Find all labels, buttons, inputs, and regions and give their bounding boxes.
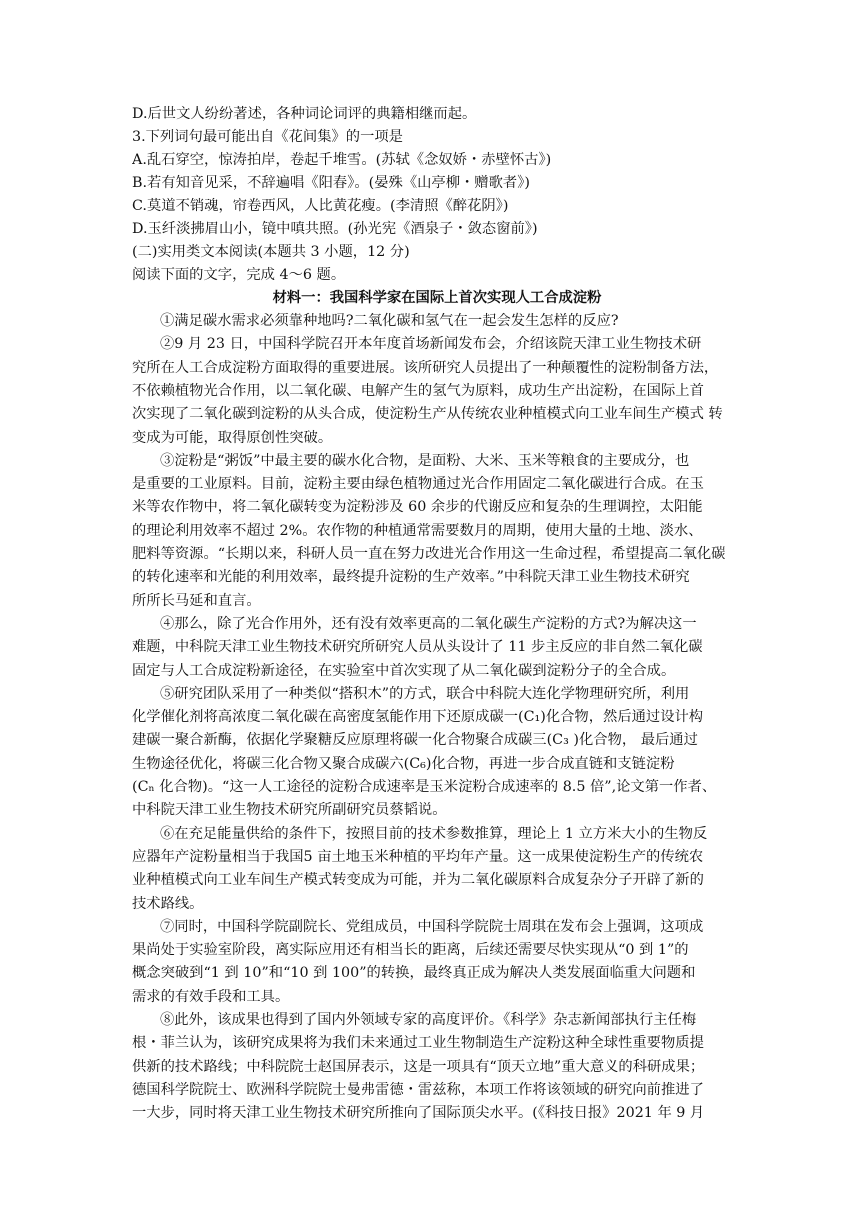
passage-line: 难题，中科院天津工业生物技术研究所研究人员从头设计了 11 步主反应的非自然二氧化碳 (132, 639, 703, 655)
question-line: 阅读下面的文字，完成 4～6 题。 (132, 267, 346, 283)
passage-line: 变成为可能，取得原创性突破。 (132, 430, 333, 446)
passage-line: 的转化速率和光能的利用效率，最终提升淀粉的生产效率。”中科院天津工业生物技术研究 (132, 569, 690, 585)
passage-line: 德国科学院院士、欧洲科学院院士曼弗雷德・雷兹称，本项工作将该领域的研究向前推进了 (132, 1082, 704, 1098)
question-line: D.后世文人纷纷著述，各种词论词评的典籍相继而起。 (132, 106, 477, 122)
passage-line: ⑤研究团队采用了一种类似“搭积木”的方式，联合中科院大连化学物理研究所，利用 (160, 686, 690, 702)
passage-line: 的理论利用效率不超过 2%。农作物的种植通常需要数月的周期，使用大量的土地、淡水、 (132, 523, 703, 539)
passage-line: 化学催化剂将高浓度二氧化碳在高密度氢能作用下还原成碳一(C₁)化合物，然后通过设计构 (132, 709, 704, 725)
passage-line: 是重要的工业原料。目前，淀粉主要由绿色植物通过光合作用固定二氧化碳进行合成。在玉 (132, 476, 704, 492)
passage-line: ①满足碳水需求必须靠种地吗?二氧化碳和氢气在一起会发生怎样的反应? (160, 313, 619, 329)
passage-line: 根・菲兰认为，该研究成果将为我们未来通过工业生物制造生产淀粉这种全球性重要物质提 (132, 1035, 704, 1051)
passage-line: 一大步，同时将天津工业生物技术研究所推向了国际顶尖水平。(《科技日报》2021 年 9 月 (132, 1105, 705, 1121)
passage-line: 肥料等资源。“长期以来，科研人员一直在努力改进光合作用这一生命过程，希望提高二氧化碳 (132, 546, 726, 562)
passage-line: 次实现了二氧化碳到淀粉的从头合成，使淀粉生产从传统农业种植模式向工业车间生产模式 转 (132, 406, 723, 422)
passage-line: 中科院天津工业生物技术研究所副研究员蔡韬说。 (132, 802, 447, 818)
passage-line: 技术路线。 (132, 896, 204, 912)
passage-line: 生物途径优化，将碳三化合物又聚合成碳六(C₆)化合物，再进一步合成直链和支链淀粉 (132, 756, 675, 772)
passage-line: ③淀粉是“粥饭”中最主要的碳水化合物，是面粉、大米、玉米等粮食的主要成分，也 (160, 453, 690, 469)
passage-line: ⑥在充足能量供给的条件下，按照目前的技术参数推算，理论上 1 立方米大小的生物反 (160, 826, 708, 842)
passage-line: 建碳一聚合新酶，依据化学聚糖反应原理将碳一化合物聚合成碳三(C₃ )化合物， 最后通过 (132, 732, 698, 748)
passage-line: ②9 月 23 日，中国科学院召开本年度首场新闻发布会，介绍该院天津工业生物技术研 (160, 336, 702, 352)
passage-line: 业种植模式向工业车间生产模式转变成为可能，并为二氧化碳原料合成复杂分子开辟了新的 (132, 872, 704, 888)
passage-line: 究所在人工合成淀粉方面取得的重要进展。该所研究人员提出了一种颠覆性的淀粉制备方法， (132, 360, 719, 376)
question-line: D.玉纤淡拂眉山小，镜中嗔共照。(孙光宪《酒泉子・敛态窗前》) (132, 221, 538, 237)
material-title: 材料一：我国科学家在国际上首次实现人工合成淀粉 (272, 290, 602, 306)
question-line: C.莫道不销魂，帘卷西风，人比黄花瘦。(李清照《醉花阴》) (132, 198, 509, 214)
passage-line: 所所长马延和直言。 (132, 593, 261, 609)
question-line: (二)实用类文本阅读(本题共 3 小题，12 分) (132, 244, 410, 260)
passage-line: 不依赖植物光合作用，以二氧化碳、电解产生的氢气为原料，成功生产出淀粉，在国际上首 (132, 383, 704, 399)
passage-line: 固定与人工合成淀粉新途径，在实验室中首次实现了从二氧化碳到淀粉分子的全合成。 (132, 663, 676, 679)
passage-line: 供新的技术路线；中科院院士赵国屏表示，这是一项具有“顶天立地”重大意义的科研成果； (132, 1059, 705, 1075)
passage-line: 概念突破到“1 到 10”和“10 到 100”的转换，最终真正成为解决人类发展面临重大问题和 (132, 965, 696, 981)
passage-line: 应器年产淀粉量相当于我国5 亩土地玉米种植的平均年产量。这一成果使淀粉生产的传统农 (132, 849, 704, 865)
passage-line: ⑧此外，该成果也得到了国内外领域专家的高度评价。《科学》杂志新闻部执行主任梅 (160, 1012, 697, 1028)
question-line: A.乱石穿空，惊涛拍岸，卷起千堆雪。(苏轼《念奴娇・赤壁怀古》) (132, 152, 552, 168)
passage-line: 需求的有效手段和工具。 (132, 989, 290, 1005)
passage-line: 米等农作物中，将二氧化碳转变为淀粉涉及 60 余步的代谢反应和复杂的生理调控，太阳能 (132, 499, 703, 515)
passage-line: (Cₙ 化合物)。“这一人工途径的淀粉合成速率是玉米淀粉合成速率的 8.5 倍”,论文第一作者、 (132, 779, 717, 795)
passage-line: ⑦同时，中国科学院副院长、党组成员，中国科学院院士周琪在发布会上强调，这项成 (160, 919, 704, 935)
passage-line: 果尚处于实验室阶段，离实际应用还有相当长的距离，后续还需要尽快实现从“0 到 1”的 (132, 942, 689, 958)
passage-line: ④那么，除了光合作用外，还有没有效率更高的二氧化碳生产淀粉的方式?为解决这一 (160, 616, 697, 632)
question-line: B.若有知音见采，不辞遍唱《阳春》。(晏殊《山亭柳・赠歌者》) (132, 175, 530, 191)
question-line: 3.下列词句最可能出自《花间集》的一项是 (132, 129, 403, 145)
